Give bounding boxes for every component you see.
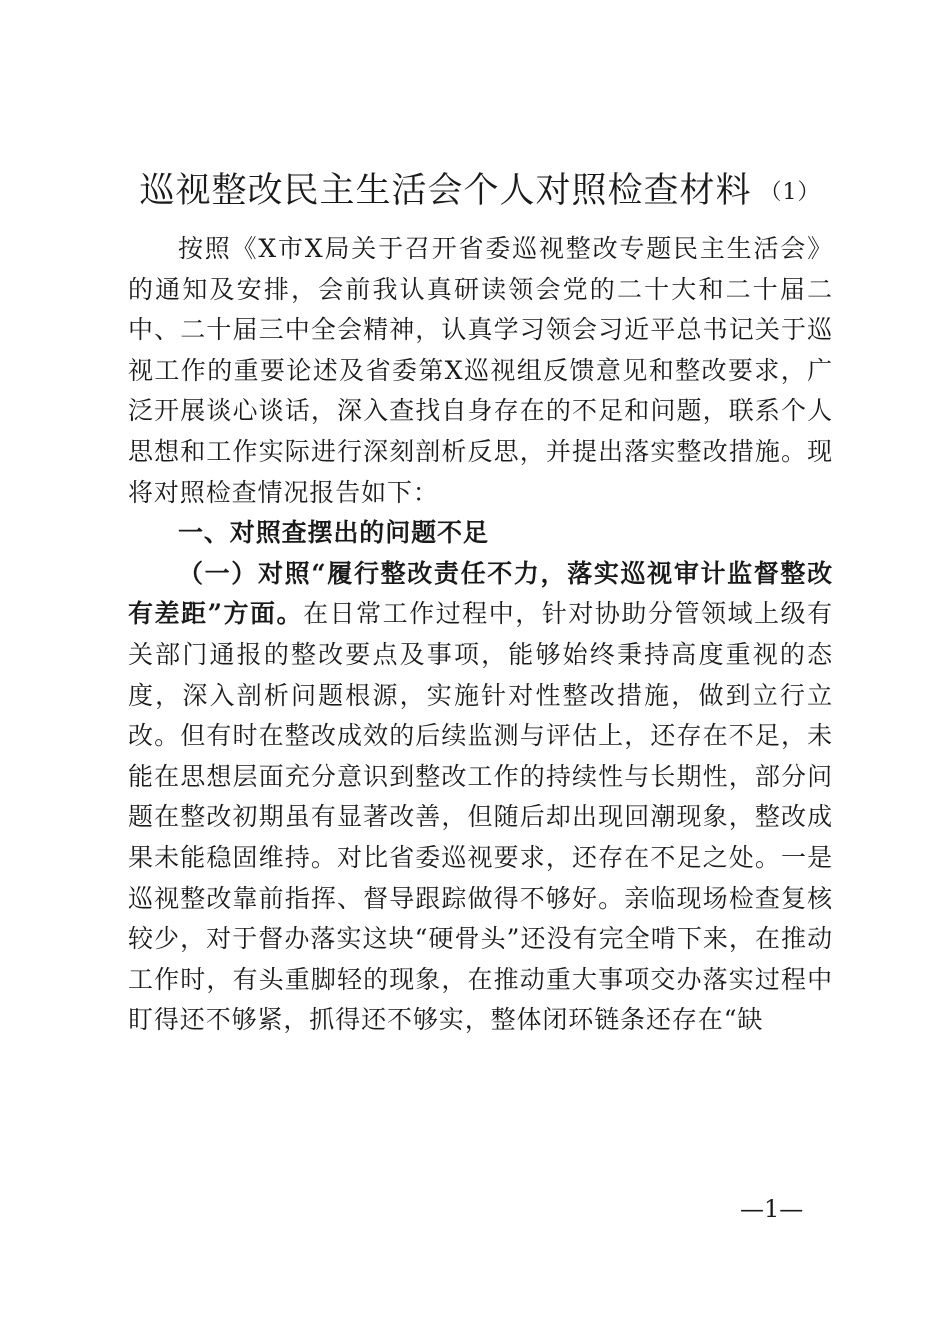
subsection-paragraph xyxy=(128,554,833,1041)
section-heading: 一、对照查摆出的问题不足 xyxy=(178,518,489,548)
subsection-lead: （一）对照“履行整改责任不力，落实巡视审计监督整改有差距”方面。 xyxy=(128,558,833,629)
document-title xyxy=(120,170,840,212)
title-suffix: （1） xyxy=(759,180,821,205)
document-body xyxy=(128,229,833,1041)
intro-paragraph: 按照《X市X局关于召开省委巡视整改专题民主生活会》的通知及安排，会前我认真研读领会党的二十大和二十届二中、二十届三中全会精神，认真学习领会习近平总书记关于巡视工作的重要论述及省委第X巡视组反馈意见和整改要求，广泛开展谈心谈话，深入查找自身存在的不足和问题，联系个人思想和工作实际进行深刻剖析反思，并提出落实整改措施。现将对照检查情况报告如下： xyxy=(128,234,833,507)
subsection-body: 在日常工作过程中，针对协助分管领域上级有关部门通报的整改要点及事项，能够始终秉持高度重视的态度，深入剖析问题根源，实施针对性整改措施，做到立行立改。但有时在整改成效的后续监测与评估上，还存在不足，未能在思想层面充分意识到整改工作的持续性与长期性，部分问题在整改初期虽有显著改善，但随后却出现回潮现象，整改成果未能稳固维持。对比省委巡视要求，还存在不足之处。一是巡视整改靠前指挥、督导跟踪做得不够好。亲临现场检查复核较少，对于督办落实这块“硬骨头”还没有完全啃下来，在推动工作时，有头重脚轻的现象，在推动重大事项交办落实过程中盯得还不够紧，抓得还不够实，整体闭环链条还存在“缺 xyxy=(128,599,833,1035)
title-text: 巡视整改民主生活会个人对照检查材料 xyxy=(139,171,752,211)
page-number: —1— xyxy=(740,1195,804,1223)
